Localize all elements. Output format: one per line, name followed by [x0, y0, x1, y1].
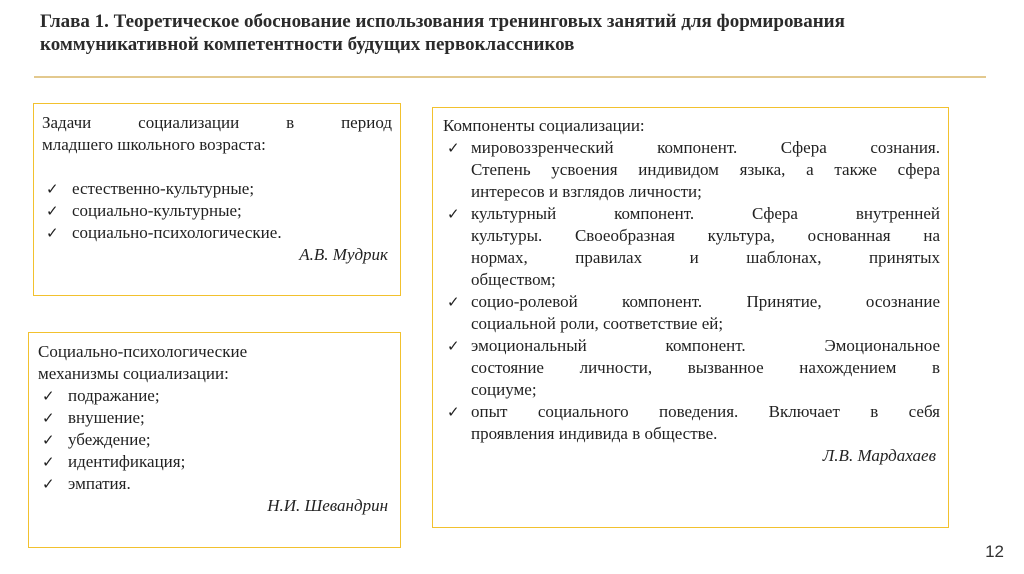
slide-title-line-1: Глава 1. Теоретическое обоснование использования тренинговых занятий для формирования: [40, 11, 845, 32]
box2-list: [38, 385, 392, 495]
list-item: ✓ внушение;: [42, 408, 145, 427]
check-icon: ✓: [42, 475, 55, 493]
list-item: ✓ естественно-культурные;: [46, 179, 255, 198]
list-item: ✓ социально-психологические.: [46, 223, 282, 242]
check-icon: ✓: [46, 202, 59, 220]
list-item: ✓ подражание;: [42, 386, 160, 405]
check-icon: ✓: [42, 409, 55, 427]
box3-author: Л.В. Мардахаев: [822, 446, 936, 465]
box2-heading-line-2: механизмы социализации:: [38, 364, 229, 383]
list-item: ✓ эмоциональный компонент. Эмоциональное состояние личности, вызванное нахождением в социуме;: [447, 336, 940, 399]
list-item: ✓ идентификация;: [42, 452, 186, 471]
box1-heading-line-1: Задачи социализации в период: [42, 113, 392, 132]
list-item: ✓ культурный компонент. Сфера внутренней культуры. Своеобразная культура, основанная на нормах, правилах и шаблонах, принятых обществом;: [447, 204, 940, 289]
box1-author: А.В. Мудрик: [299, 245, 388, 264]
socialization-mechanisms-box: [28, 332, 401, 548]
slide-title-line-2: коммуникативной компетентности будущих первоклассников: [40, 34, 575, 55]
check-icon: ✓: [46, 224, 59, 242]
list-item: ✓ убеждение;: [42, 430, 151, 449]
slide-title: [40, 10, 990, 56]
title-underline: [34, 76, 986, 78]
list-item: ✓ социально-культурные;: [46, 201, 242, 220]
check-icon: ✓: [447, 205, 460, 223]
check-icon: ✓: [447, 403, 460, 421]
check-icon: ✓: [447, 293, 460, 311]
socialization-components-box: [432, 107, 949, 528]
page-number: 12: [985, 542, 1004, 561]
list-item: ✓ мировоззренческий компонент. Сфера сознания. Степень усвоения индивидом языка, а также сфера интересов и взглядов личности;: [447, 138, 940, 201]
check-icon: ✓: [42, 431, 55, 449]
list-item: ✓ социо-ролевой компонент. Принятие, осознание социальной роли, соответствие ей;: [447, 292, 940, 333]
list-item: ✓ эмпатия.: [42, 474, 131, 493]
check-icon: ✓: [447, 139, 460, 157]
box3-heading: Компоненты социализации:: [443, 116, 645, 135]
box2-heading-line-1: Социально-психологические: [38, 342, 248, 361]
list-item: ✓ опыт социального поведения. Включает в себя проявления индивида в обществе.: [447, 402, 940, 443]
check-icon: ✓: [447, 337, 460, 355]
box2-author: Н.И. Шевандрин: [267, 496, 388, 515]
socialization-tasks-box: [33, 103, 401, 296]
check-icon: ✓: [42, 387, 55, 405]
check-icon: ✓: [46, 180, 59, 198]
box1-heading-line-2: младшего школьного возраста:: [42, 135, 266, 154]
box3-list: [443, 137, 940, 445]
check-icon: ✓: [42, 453, 55, 471]
box1-list: [42, 178, 392, 244]
